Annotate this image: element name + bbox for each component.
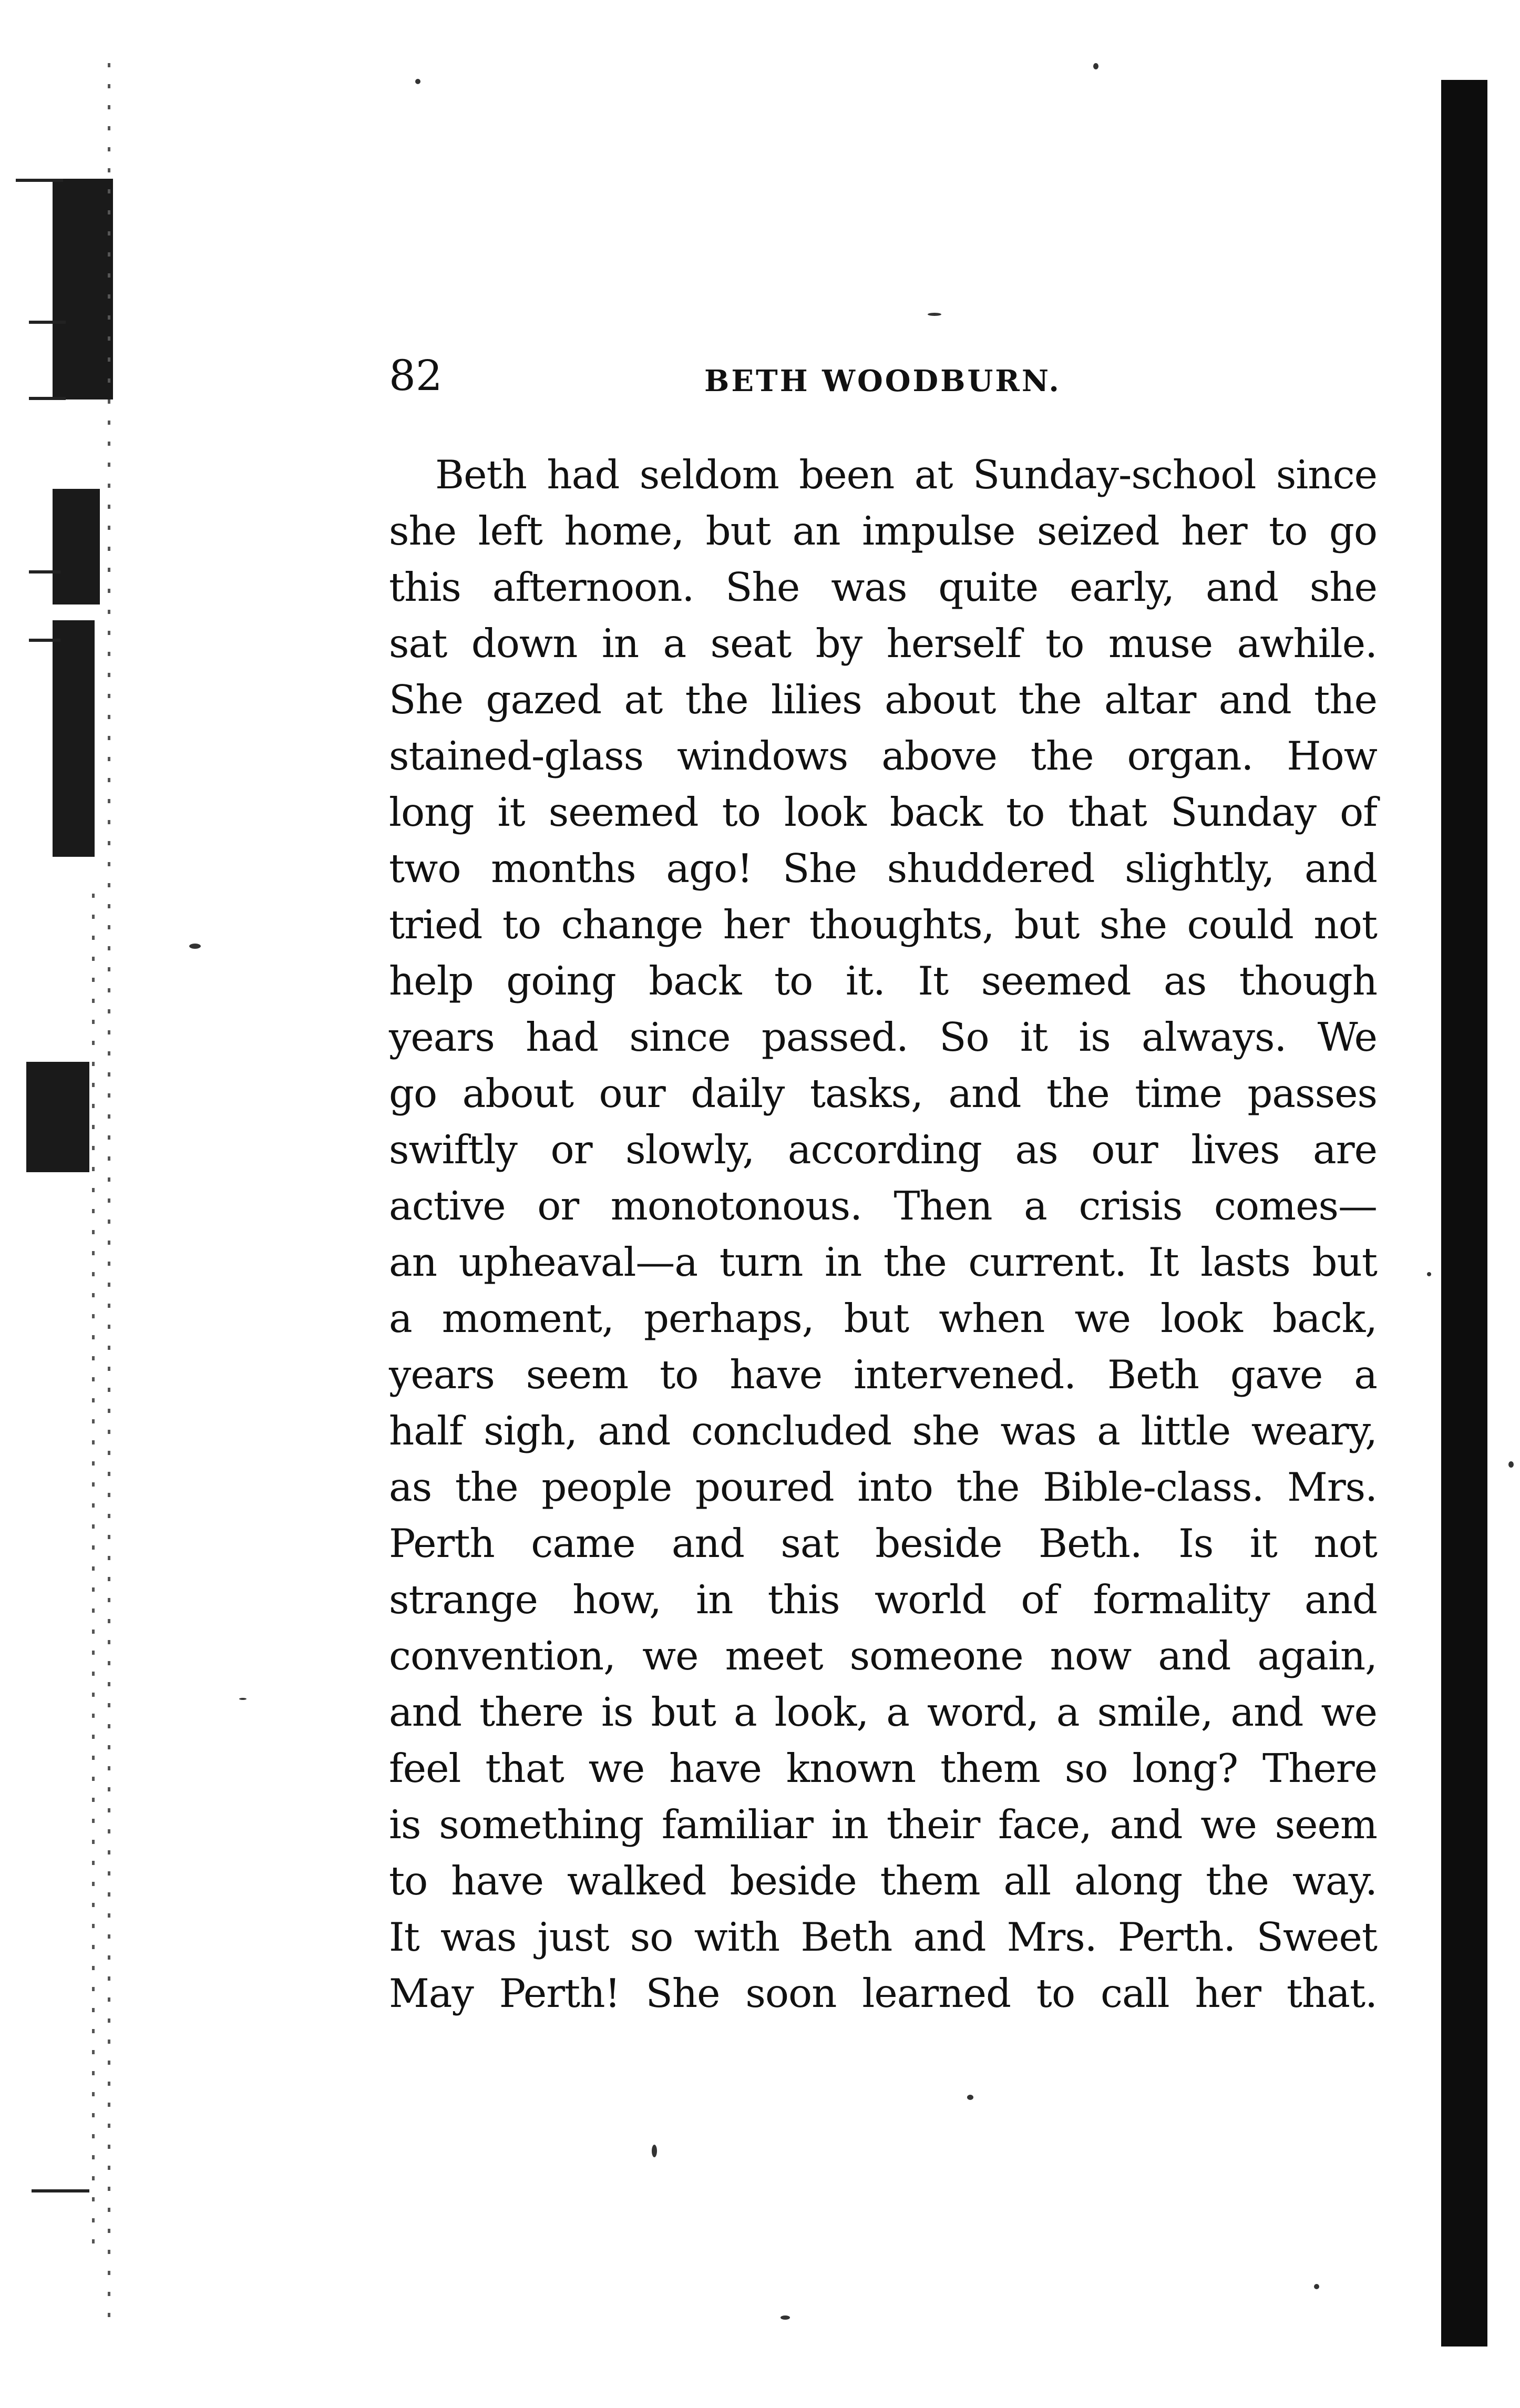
text-line: long it seemed to look back to that Sunday of [389, 789, 1377, 835]
scan-speck [928, 313, 941, 316]
right-binding-edge [1441, 80, 1487, 2346]
text-line: is something familiar in their face, and we seem [389, 1801, 1377, 1848]
text-line: Beth had seldom been at Sunday-school since [435, 452, 1377, 498]
text-line: years had since passed. So it is always. We [389, 1014, 1377, 1060]
page-number: 82 [389, 351, 443, 400]
text-line: this afternoon. She was quite early, and she [389, 564, 1377, 610]
text-line: feel that we have known them so long? There [389, 1745, 1377, 1791]
text-line: stained-glass windows above the organ. How [389, 733, 1377, 779]
text-line: May Perth! She soon learned to call her that. [389, 1970, 1377, 2016]
text-line: a moment, perhaps, but when we look back, [389, 1295, 1377, 1341]
text-line: and there is but a look, a word, a smile, and we [389, 1689, 1377, 1735]
binding-block-1 [53, 179, 113, 399]
text-line: she left home, but an impulse seized her to go [389, 508, 1377, 554]
text-line: an upheaval—a turn in the current. It lasts but [389, 1239, 1377, 1285]
text-line: two months ago! She shuddered slightly, and [389, 845, 1377, 892]
binding-block-4 [26, 1062, 89, 1172]
binding-tick-6 [32, 2189, 89, 2192]
text-line: go about our daily tasks, and the time passes [389, 1070, 1377, 1116]
binding-dots-1 [108, 63, 110, 2323]
text-line: tried to change her thoughts, but she could not [389, 901, 1377, 948]
scan-speck [189, 944, 201, 949]
scan-speck [1508, 1461, 1514, 1468]
binding-tick-3 [29, 397, 66, 400]
scan-speck [239, 1698, 247, 1700]
running-head [389, 347, 1377, 405]
text-line: as the people poured into the Bible-class. Mrs. [389, 1464, 1377, 1510]
text-line: She gazed at the lilies about the altar and the [389, 677, 1377, 723]
body-text [389, 447, 1377, 2022]
text-line: strange how, in this world of formality and [389, 1576, 1377, 1623]
binding-dots-2 [92, 894, 95, 2260]
text-line: half sigh, and concluded she was a little weary, [389, 1408, 1377, 1454]
scan-speck [967, 2095, 973, 2100]
binding-block-2 [53, 489, 100, 604]
binding-block-3 [53, 620, 95, 857]
text-line: It was just so with Beth and Mrs. Perth. Sweet [389, 1914, 1377, 1960]
text-line: swiftly or slowly, according as our lives are [389, 1126, 1377, 1173]
scan-speck [1093, 63, 1098, 69]
scan-speck [415, 79, 420, 84]
text-line: Perth came and sat beside Beth. Is it not [389, 1520, 1377, 1566]
text-line: help going back to it. It seemed as though [389, 958, 1377, 1004]
text-line: active or monotonous. Then a crisis comes— [389, 1183, 1377, 1229]
scan-speck [652, 2145, 657, 2157]
running-title: BETH WOODBURN. [704, 364, 1061, 398]
binding-tick-1 [16, 179, 63, 182]
binding-tick-5 [29, 639, 60, 642]
text-line: to have walked beside them all along the way. [389, 1858, 1377, 1904]
text-line: sat down in a seat by herself to muse awhile. [389, 620, 1377, 667]
left-binding-edge [0, 0, 121, 2408]
scan-speck [780, 2315, 790, 2320]
binding-tick-4 [29, 570, 60, 573]
scan-speck [1314, 2284, 1319, 2289]
text-line: years seem to have intervened. Beth gave a [389, 1351, 1377, 1398]
text-line: convention, we meet someone now and again, [389, 1633, 1377, 1679]
binding-tick-2 [29, 321, 66, 324]
scan-speck [1427, 1272, 1431, 1276]
